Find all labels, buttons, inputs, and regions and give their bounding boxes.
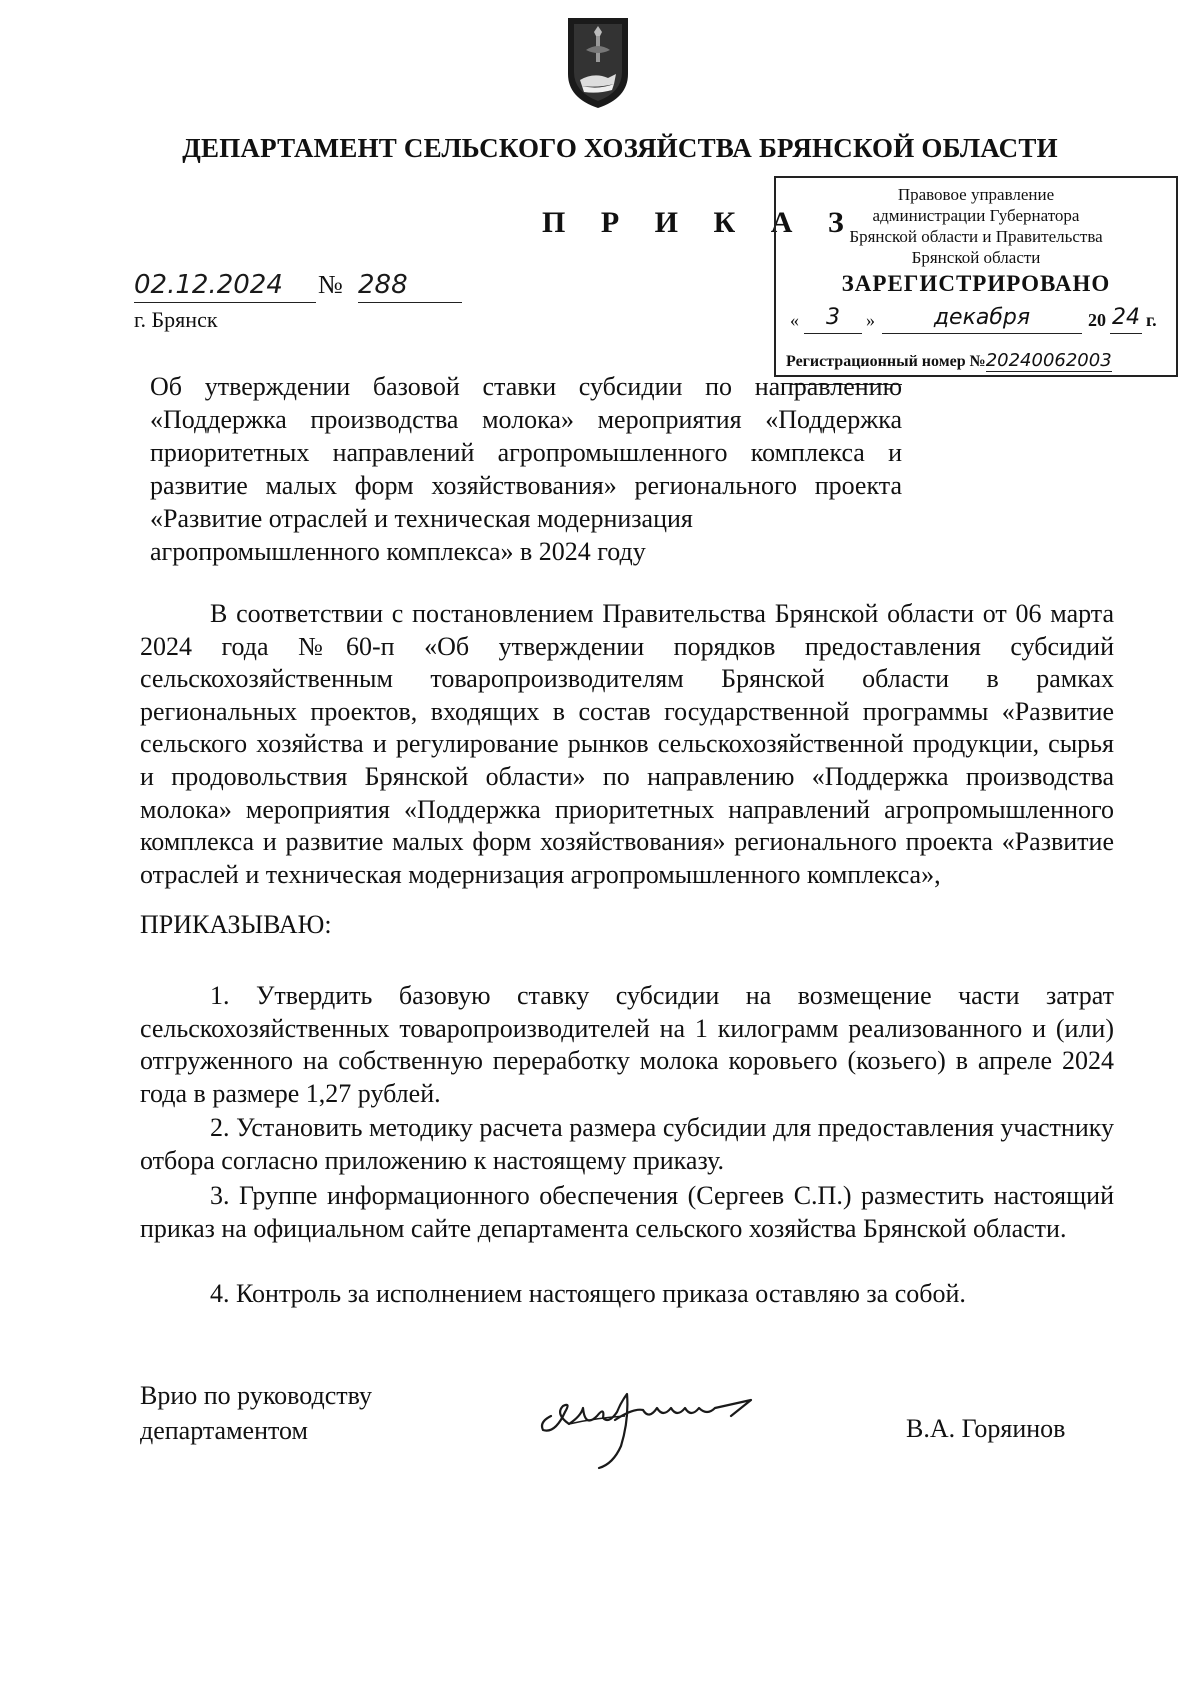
position-line-1: Врио по руководству (140, 1381, 373, 1410)
order-subject (150, 370, 902, 568)
order-item-3: 3. Группе информационного обеспечения (Сергеев С.П.) разместить настоящий приказ на официальном сайте департамента сельского хозяйства Брянской области. (140, 1181, 1114, 1243)
handwritten-signature (525, 1372, 805, 1472)
order-item-2: 2. Установить методику расчета размера субсидии для предоставления участнику отбора согласно приложению к настоящему приказу. (140, 1113, 1114, 1175)
stamp-quote-close: » (866, 310, 875, 330)
document-type-title: П Р И К А З (542, 206, 858, 239)
stamp-month-handwritten: декабря (882, 307, 1082, 334)
stamp-year-prefix: 20 (1088, 310, 1106, 330)
order-number-handwritten: 288 (358, 270, 462, 303)
stamp-line-4: Брянской области (911, 248, 1041, 267)
preamble-paragraph: В соответствии с постановлением Правительства Брянской области от 06 марта 2024 года №60-п «Об утверждении порядков предоставления субсидий сельскохозяйственным товаропроизводителям Брянской области в рамках региональных проектов, входящих в состав государственной программы «Развитие сельского хозяйства и регулирование рынков сельскохозяйственной продукции, сырья и продовольствия Брянской области» по направлению «Поддержка производства молока» мероприятия «Поддержка приоритетных направлений агропромышленного комплекса и развитие малых форм хозяйствования» регионального проекта «Развитие отраслей и техническая модернизация агропромышленного комплекса», (140, 599, 1114, 889)
coat-of-arms-emblem (564, 14, 632, 110)
signatory-position (140, 1378, 372, 1448)
order-keyword: ПРИКАЗЫВАЮ: (140, 910, 332, 939)
signatory-name: В.А. Горяинов (906, 1414, 1066, 1443)
subject-text: Об утверждении базовой ставки субсидии по направлению «Поддержка производства молока» мероприятия «Поддержка приоритетных направлений агропромышленного комплекса и развитие малых форм хозяйствования» регионального проекта «Развитие отраслей и техническая модернизация (150, 372, 902, 533)
number-sign: № (318, 270, 343, 299)
stamp-reg-number-handwritten: 20240062003 (985, 350, 1112, 371)
stamp-year-suffix: г. (1146, 310, 1157, 330)
stamp-line-3: Брянской области и Правительства (849, 227, 1103, 246)
registration-stamp (774, 176, 1178, 377)
order-date-handwritten: 02.12.2024 (134, 270, 316, 303)
order-item-4: 4. Контроль за исполнением настоящего приказа оставляю за собой. (210, 1279, 966, 1308)
order-item-1: 1. Утвердить базовую ставку субсидии на возмещение части затрат сельскохозяйственных товаропроизводителей на 1 килограмм реализованного и (или) отгруженного на собственную переработку молока коровьего (козьего) в апреле 2024 года в размере 1,27 рублей. (140, 981, 1114, 1108)
stamp-line-1: Правовое управление (897, 185, 1055, 204)
stamp-reg-number-line (786, 350, 1172, 372)
stamp-reg-label: Регистрационный номер № (786, 353, 986, 370)
stamp-year-handwritten: 24 (1110, 307, 1142, 334)
stamp-day-handwritten: 3 (804, 307, 862, 334)
stamp-date-line (790, 305, 1170, 338)
stamp-registered-label: ЗАРЕГИСТРИРОВАНО (841, 271, 1111, 296)
city-label: г. Брянск (134, 307, 218, 332)
position-line-2: департаментом (140, 1416, 308, 1445)
date-number-line (134, 270, 464, 304)
stamp-line-2: администрации Губернатора (872, 206, 1080, 225)
stamp-quote-open: « (790, 310, 799, 330)
department-title: ДЕПАРТАМЕНТ СЕЛЬСКОГО ХОЗЯЙСТВА БРЯНСКОЙ ОБЛАСТИ (182, 133, 1058, 163)
subject-last-line: агропромышленного комплекса» в 2024 году (150, 537, 646, 566)
